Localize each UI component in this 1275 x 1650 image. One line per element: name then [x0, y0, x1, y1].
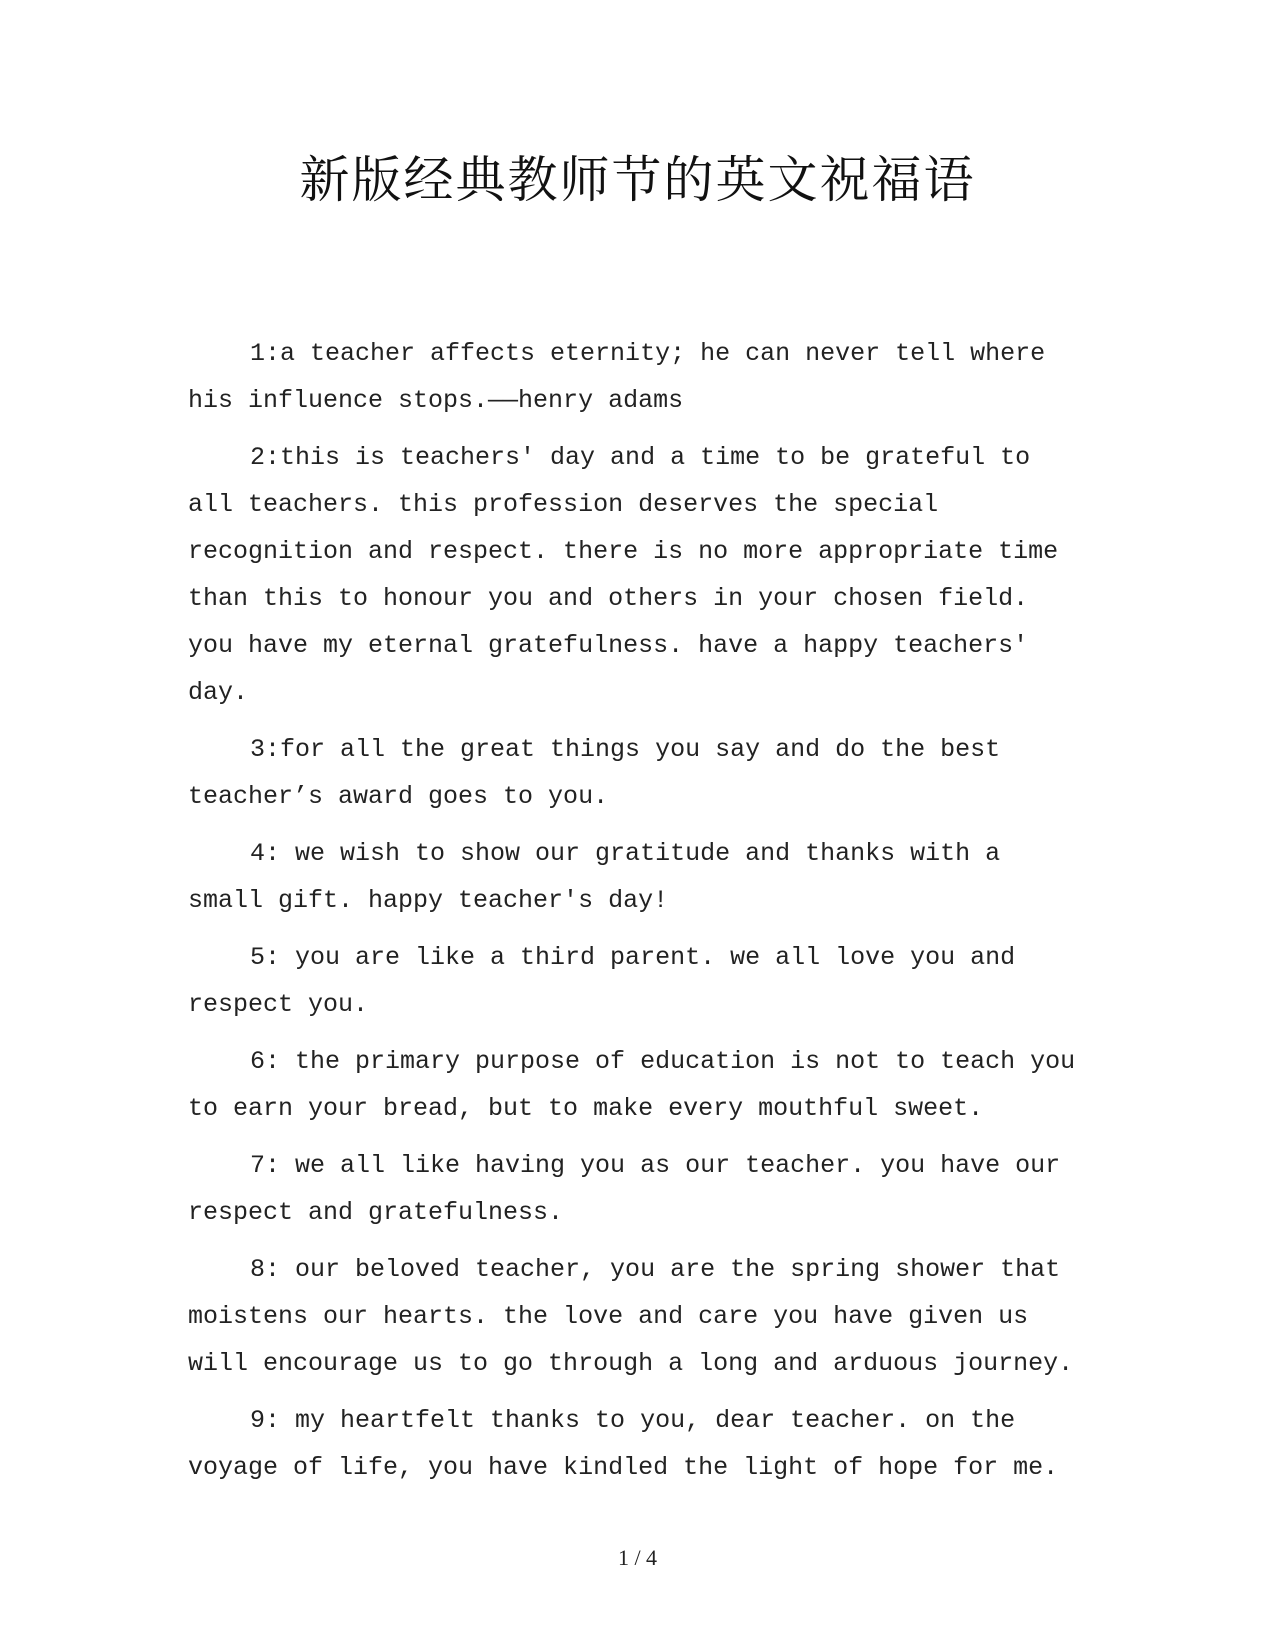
document-body	[188, 330, 1088, 1501]
paragraph-9: 9: my heartfelt thanks to you, dear teacher. on the voyage of life, you have kindled the light of hope for me.	[188, 1406, 1059, 1482]
paragraph-1: 1:a teacher affects eternity; he can never tell where his influence stops.——henry adams	[188, 339, 1046, 415]
paragraph-7: 7: we all like having you as our teacher. you have our respect and gratefulness.	[188, 1151, 1061, 1227]
paragraph-2: 2:this is teachers' day and a time to be grateful to all teachers. this profession deserves the special recognition and respect. there is no more appropriate time than this to honour you and others in your chosen field. you have my eternal gratefulness. have a happy teachers' day.	[188, 443, 1059, 707]
paragraph-6: 6: the primary purpose of education is not to teach you to earn your bread, but to make every mouthful sweet.	[188, 1047, 1076, 1123]
paragraph-4: 4: we wish to show our gratitude and thanks with a small gift. happy teacher's day!	[188, 839, 1001, 915]
document-title: 新版经典教师节的英文祝福语	[299, 151, 976, 209]
page-number: 1 / 4	[617, 1545, 658, 1570]
paragraph-5: 5: you are like a third parent. we all love you and respect you.	[188, 943, 1016, 1019]
paragraph-8: 8: our beloved teacher, you are the spring shower that moistens our hearts. the love and care you have given us will encourage us to go through a long and arduous journey.	[188, 1255, 1074, 1378]
paragraph-3: 3:for all the great things you say and do the best teacher’s award goes to you.	[188, 735, 1001, 811]
